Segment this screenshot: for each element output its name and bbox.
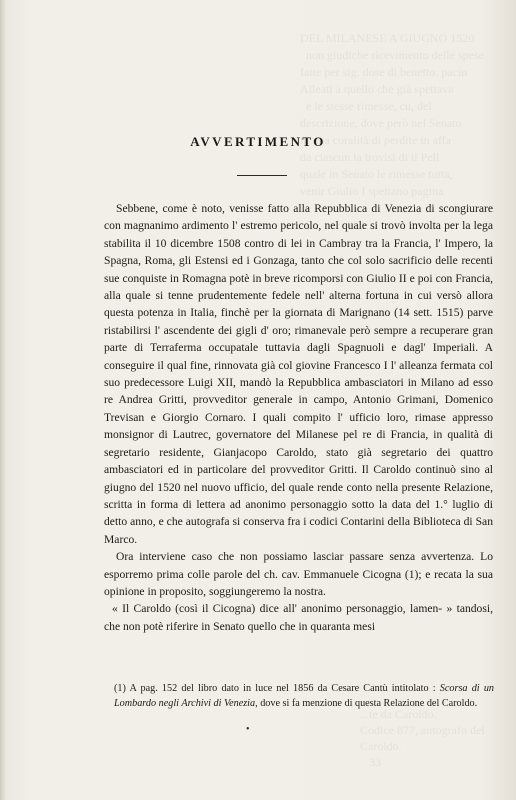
body-text (104, 200, 493, 635)
footnote-cited-title: Scorsa di un Lombardo negli Archivi di Venezia (114, 683, 495, 709)
footnote-text-after: , dove si fa menzione di questa Relazione del Caroldo. (255, 697, 478, 709)
paragraph: Ora interviene caso che non possiamo lasciar passare senza avvertenza. Lo esporremo prima colle parole del ch. cav. Emmanuele Cicogna (1); e recata la sua opinione in proposito, soggiungeremo la nostra. (104, 550, 493, 598)
bleed-through-text-bottom: ...te da Caroldo. Codice 877, autografo del Caroldo. 33 (360, 707, 485, 769)
page-heading: AVVERTIMENTO (190, 134, 326, 149)
paragraph: Sebbene, come è noto, venisse fatto alla Repubblica di Venezia di scongiurare con magnanimo ardimento l' estremo pericolo, nel quale si trovò involta per la lega stabilita il 10 dicembre 1508 contro di lei in Cambray tra la Francia, l' Impero, la Spagna, Roma, gli Estensi ed i Gonzaga, tanto che col solo sacrificio delle recenti sue conquiste in Romagna potè in breve ricomporsi con Giulio II e poi con Francia, alla quale si tenne prudentemente fedele nell' alterna fortuna in cui versò allora questa potenza in Italia, finchè per la giornata di Marignano (14 sett. 1515) parve ristabilirsi l' ascendente dei gigli d' oro; rimanevale però sempre a recuperare gran parte di Terraferma occupatale tuttavia dagli Spagnuoli e dagl' Imperiali. A conseguire il qual fine, rinnovata già col giovine Francesco I l' alleanza fermata col suo predecessore Luigi XII, mandò la Repubblica ambasciatori in Milano ad esso re Andrea Gritti, provveditor generale in campo, Antonio Grimani, Domenico Trevisan e Giorgio Cornaro. I quali compito l' ufficio loro, rimase appresso monsignor di Lautrec, governatore del Milanese pel re di Francia, in qualità di segretario residente, Gianjacopo Caroldo, stato già segretario dei quattro ambasciatori ed in particolare del provveditor Gritti. Il Caroldo continuò sino al giugno del 1520 nel nuovo ufficio, del quale rende conto nella presente Relazione, scritta in forma di lettera ad anonimo personaggio sotto la data del 1.° luglio di detto anno, e che autografa si conserva fra i codici Contarini della Biblioteca di San Marco. (104, 202, 493, 546)
footnote-text-before: A pag. 152 del libro dato in luce nel 1856 da Cesare Cantù intitolato : (129, 683, 436, 694)
quoted-paragraph: « Il Caroldo (così il Cicogna) dice all' anonimo personaggio, lamen- » tandosi, che non potè riferire in Senato quello che in quaranta mesi (104, 602, 493, 633)
footnote (114, 682, 494, 711)
footnote-marker: (1) (114, 683, 126, 694)
bleed-through-text: DEL MILANESE A GIUGNO 1520 non giudiche ricevimento delle spese fatte per sig. dose di benetto. pacin Alleati a quello che già spettava e le stesse rimesse, cu, del descrizione, dove però nel Senato in una coralità di perdite in affa da ciascun la trovisi di il Pell quale in Senato le rimesse tutta, venir Giulio I spettano pagina (300, 31, 484, 198)
page-mark: • (246, 724, 250, 735)
heading-rule (237, 175, 287, 176)
